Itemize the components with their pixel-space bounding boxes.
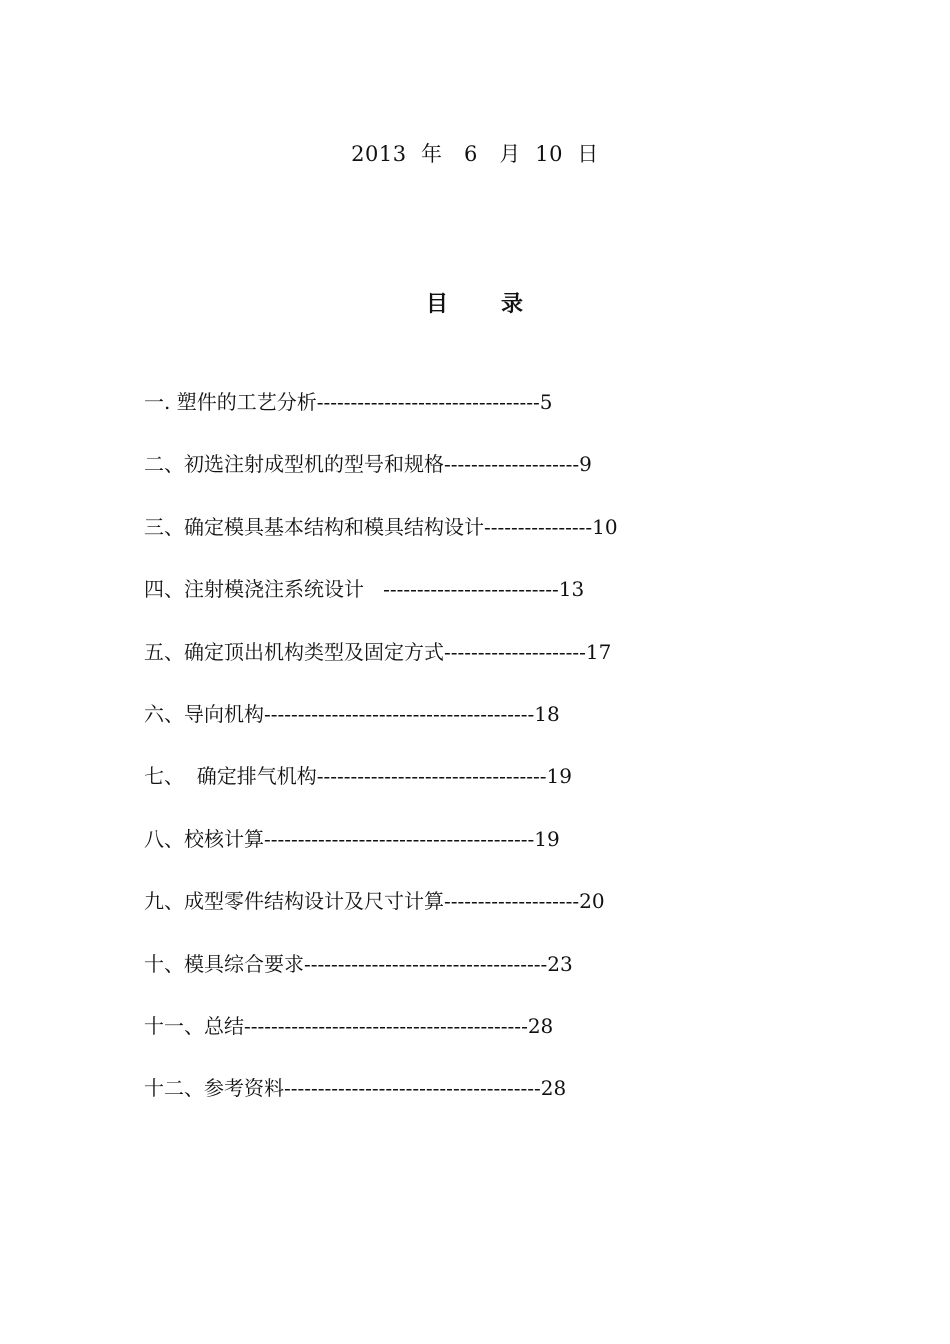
- toc-item-text: 二、初选注射成型机的型号和规格--------------------9: [144, 452, 592, 477]
- toc-item-text: 九、成型零件结构设计及尺寸计算--------------------20: [144, 889, 605, 914]
- toc-item-text: 一. 塑件的工艺分析---------------------------------5: [144, 390, 553, 414]
- toc-item-text: 三、确定模具基本结构和模具结构设计----------------10: [144, 514, 618, 539]
- toc-title: 目 录: [426, 291, 524, 317]
- toc-item-text: 十、模具综合要求------------------------------------23: [144, 951, 573, 976]
- toc-item-6: [144, 700, 784, 762]
- toc-item-text: 四、注射模浇注系统设计 --------------------------13: [144, 577, 585, 602]
- toc-item-10: [144, 950, 784, 1012]
- toc-item-text: 十一、总结------------------------------------------28: [144, 1013, 554, 1038]
- table-of-contents: [144, 388, 784, 1137]
- toc-item-text: 八、校核计算----------------------------------------19: [144, 826, 560, 851]
- toc-item-text: 五、确定顶出机构类型及固定方式---------------------17: [144, 639, 612, 664]
- toc-item-2: [144, 450, 784, 512]
- toc-item-7: [144, 762, 784, 824]
- toc-item-3: [144, 513, 784, 575]
- toc-item-9: [144, 887, 784, 949]
- toc-item-text: 六、导向机构----------------------------------------18: [144, 701, 560, 726]
- date-line: 2013 年 6 月 10 日: [351, 142, 599, 166]
- toc-item-4: [144, 575, 784, 637]
- toc-item-5: [144, 638, 784, 700]
- toc-item-8: [144, 825, 784, 887]
- toc-item-text: 十二、参考资料--------------------------------------28: [144, 1076, 567, 1101]
- toc-item-1: [144, 388, 784, 450]
- toc-item-11: [144, 1012, 784, 1074]
- toc-item-12: [144, 1074, 784, 1136]
- toc-item-text: 七、 确定排气机构----------------------------------19: [144, 764, 572, 789]
